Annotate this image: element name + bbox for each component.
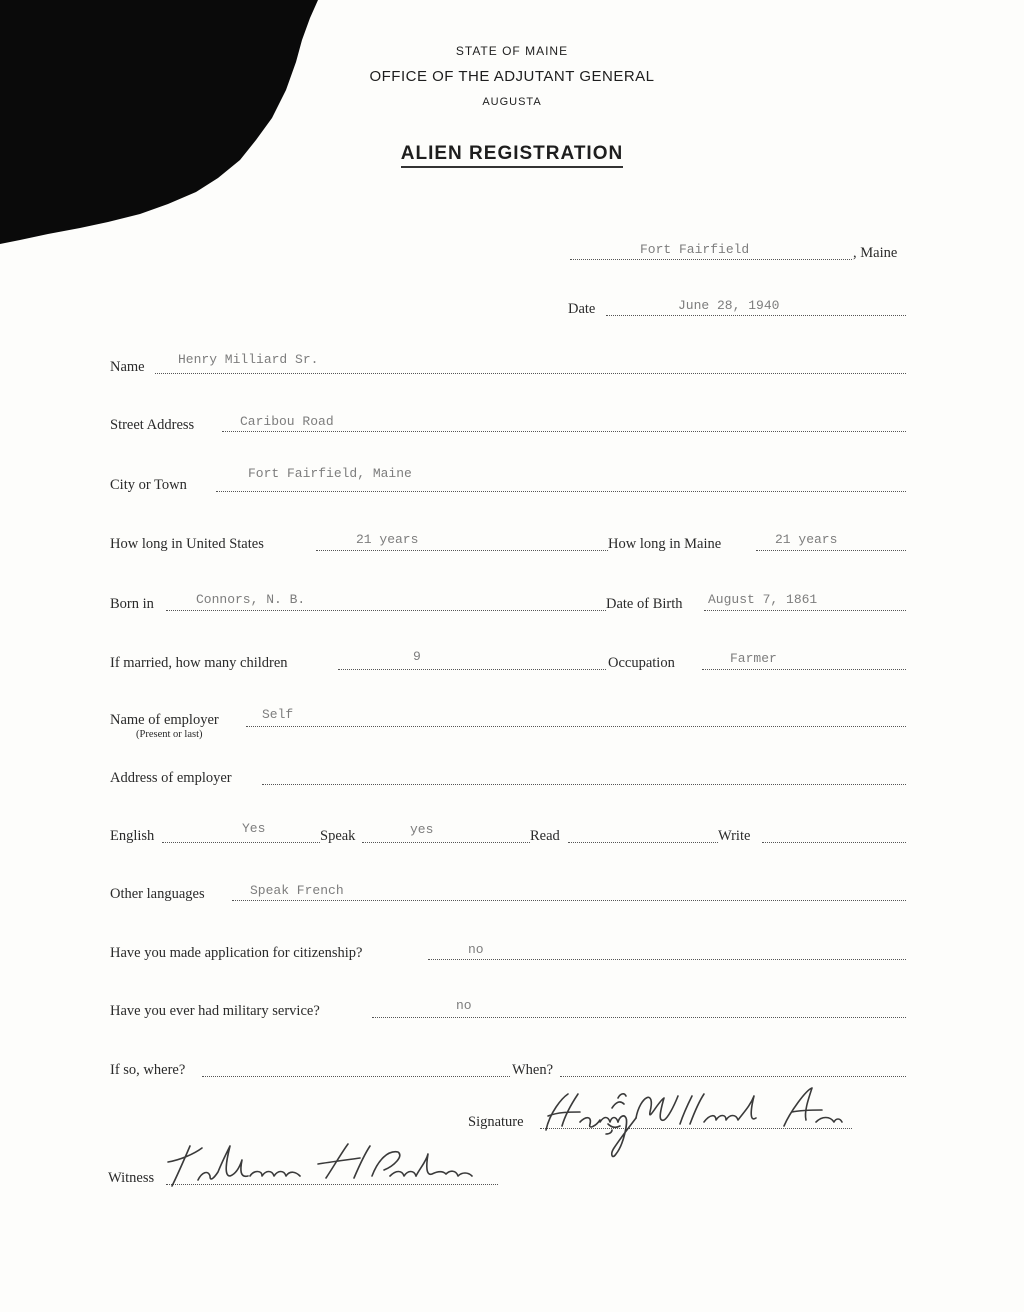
torn-corner [0, 0, 330, 250]
us-duration-value: 21 years [356, 532, 419, 547]
dob-label: Date of Birth [606, 596, 683, 612]
city-value: Fort Fairfield, Maine [248, 466, 412, 481]
other-languages-label: Other languages [110, 886, 205, 902]
header-city: AUGUSTA [482, 96, 542, 108]
employer-line [246, 726, 906, 727]
name-value: Henry Milliard Sr. [178, 352, 319, 367]
children-line [338, 669, 606, 670]
military-line [372, 1017, 906, 1018]
street-label: Street Address [110, 417, 195, 433]
name-line [155, 373, 906, 374]
employer-address-label: Address of employer [110, 770, 232, 786]
witness-signature-image [150, 1136, 490, 1196]
city-line [216, 491, 906, 492]
maine-duration-label: How long in Maine [608, 536, 722, 552]
military-value: no [456, 998, 472, 1013]
header-office: OFFICE OF THE ADJUTANT GENERAL [369, 68, 655, 85]
signature-image [540, 1082, 860, 1168]
where-line [202, 1076, 510, 1077]
read-line [568, 842, 718, 843]
street-value: Caribou Road [240, 414, 334, 429]
employer-address-line [262, 784, 906, 785]
citizenship-line [428, 959, 906, 960]
date-label: Date [568, 301, 596, 317]
street-line [222, 431, 906, 432]
speak-label: Speak [320, 828, 356, 844]
header-state: STATE OF MAINE [455, 44, 569, 58]
when-line [560, 1076, 906, 1077]
employer-value: Self [262, 707, 294, 722]
born-in-value: Connors, N. B. [196, 592, 306, 607]
read-label: Read [530, 828, 560, 844]
occupation-value: Farmer [730, 651, 777, 666]
place-line [570, 259, 852, 260]
english-value: Yes [242, 821, 266, 836]
write-line [762, 842, 906, 843]
date-value: June 28, 1940 [678, 298, 780, 313]
speak-value: yes [410, 822, 434, 837]
born-in-label: Born in [110, 596, 154, 612]
children-value: 9 [413, 649, 421, 664]
military-label: Have you ever had military service? [110, 1003, 320, 1019]
city-label: City or Town [110, 477, 187, 493]
citizenship-label: Have you made application for citizenship? [110, 945, 363, 961]
english-line [162, 842, 320, 843]
place-suffix: , Maine [853, 245, 898, 261]
children-label: If married, how many children [110, 655, 288, 671]
other-languages-line [232, 900, 906, 901]
speak-line [362, 842, 530, 843]
witness-label: Witness [108, 1170, 155, 1186]
dob-line [704, 610, 906, 611]
date-line [606, 315, 906, 316]
english-label: English [110, 828, 155, 844]
employer-label: Name of employer [110, 712, 219, 728]
form-title: ALIEN REGISTRATION [0, 143, 1024, 165]
occupation-line [702, 669, 906, 670]
name-label: Name [110, 359, 145, 375]
citizenship-value: no [468, 942, 484, 957]
maine-duration-value: 21 years [775, 532, 838, 547]
us-duration-label: How long in United States [110, 536, 264, 552]
maine-duration-line [756, 550, 906, 551]
write-label: Write [718, 828, 751, 844]
when-label: When? [512, 1062, 554, 1078]
born-in-line [166, 610, 606, 611]
us-duration-line [316, 550, 608, 551]
dob-value: August 7, 1861 [708, 592, 818, 607]
signature-label: Signature [468, 1114, 524, 1130]
other-languages-value: Speak French [250, 883, 344, 898]
place-value: Fort Fairfield [640, 242, 750, 257]
where-label: If so, where? [110, 1062, 186, 1078]
occupation-label: Occupation [608, 655, 675, 671]
employer-sublabel: (Present or last) [136, 729, 203, 740]
